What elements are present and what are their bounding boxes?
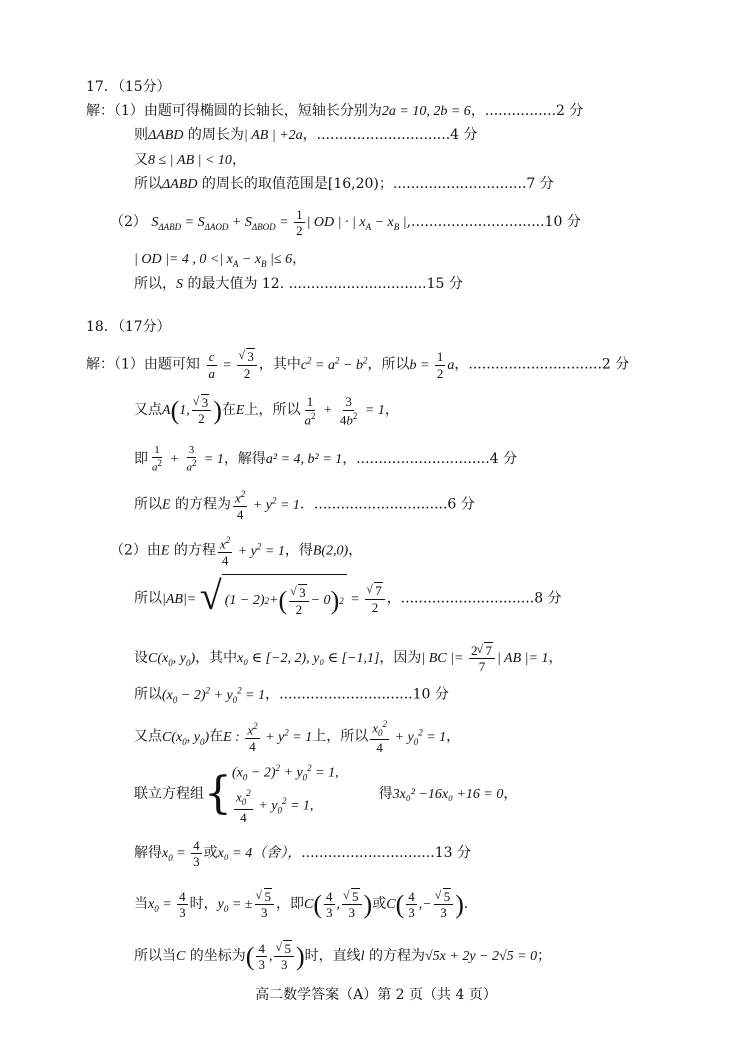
- q18-x0-root: $x_0$ = $\frac{4}{3}$: [162, 837, 200, 870]
- q18-l4-mid: 的方程为: [170, 496, 232, 513]
- q17-score-4: ，..............................4 分: [302, 127, 478, 143]
- q18-l2-mid2: 上，所以: [244, 402, 301, 418]
- page-footer: 高二数学答案（A）第 2 页（共 4 页）: [255, 987, 497, 1003]
- q18-l4-text: 所以: [134, 496, 162, 513]
- q18-bc-length: | BC |= $\frac{2√ 7}{7}$ | AB |= 1: [421, 651, 548, 666]
- q18-l9-mid2: 上，所以: [312, 728, 369, 745]
- q18-c-range: x₀ ∈ [−2, 2), y₀ ∈ [−1,1]: [237, 651, 380, 666]
- q18-line-8: [134, 686, 449, 704]
- q18-l5-end: ，得: [284, 542, 313, 559]
- q18-score-6: ．..............................6 分: [299, 496, 475, 513]
- q18-c-neg: C( $\frac{4}{3}$ ,− √ $\frac{5}{3}$ ): [386, 897, 464, 912]
- q18-l10-end: ，: [503, 786, 518, 802]
- q17-l4-tri: ΔABD: [162, 177, 198, 192]
- q18-score-10: ，..............................10 分: [265, 686, 449, 703]
- q18-x0-rejected: x₀ = 4（舍），: [217, 846, 302, 861]
- q17-ab-range: 8 ≤ | AB | < 10: [148, 153, 232, 168]
- q17-l7-mid: 的最大值为 12.: [183, 276, 285, 292]
- q17-line-1-label: 解：（1）由题可得椭圆的长轴长，短轴长分别为: [86, 103, 382, 119]
- q17-l4-mid: 的周长的取值范围是[16,20)；: [197, 176, 393, 192]
- q17-perimeter-expr: | AB | +2a: [243, 128, 303, 143]
- q18-l9-text: 又点: [134, 728, 162, 745]
- q17-l3-text: 又: [134, 152, 148, 168]
- q18-l7-end: ，: [548, 650, 563, 666]
- q17-line-5: [110, 206, 581, 243]
- q17-l2-mid: 的周长为: [183, 127, 244, 143]
- q18-point-a-eq: $\frac{1}{a^2}$ + $\frac{3}{4b^2}$ = 1: [304, 393, 385, 427]
- q18-simplified-eq: $\frac{1}{a^2}$ + $\frac{3}{a^2}$ = 1: [152, 443, 224, 475]
- q18-score-2: ，..............................2 分: [454, 356, 630, 373]
- q17-l3-end: ，: [231, 152, 246, 168]
- q18-line-7: [134, 640, 562, 681]
- q18-l13-c: C: [176, 949, 186, 964]
- q18-l2-end: ，: [384, 402, 399, 418]
- q17-line-1: [86, 104, 583, 119]
- q17-l6-end: ，: [292, 251, 307, 267]
- q17-part2-label: （2）: [110, 214, 147, 230]
- q17-l4-text: 所以: [134, 176, 162, 192]
- q17-area-formula: $S_{\Delta ABD} = S_{\Delta AOD} + S_{\Delta BOD}$ = $\frac{1}{2}$ | OD | · | $x_A - x_B$ |: [151, 206, 407, 239]
- q18-l7-text: 设: [134, 650, 148, 666]
- q18-l5-mid: 的方程: [169, 542, 216, 559]
- q18-l2-mid: 在: [221, 402, 236, 418]
- q18-header: 18．（17分）: [86, 319, 171, 335]
- q18-quadratic: 3x₀² −16x₀ +16 = 0: [392, 787, 504, 802]
- q18-l9-end: ，: [446, 728, 461, 745]
- q18-l3-mid: ，解得: [223, 451, 266, 467]
- q18-l11-or: 或: [203, 845, 218, 861]
- q18-point-c: $C(x_0$, $y_0$): [148, 651, 196, 668]
- q18-point-b: B(2,0): [312, 543, 349, 559]
- q18-ellipse-eq-2: $\frac{x^2}{4}$ + $y^2 = 1$: [219, 534, 285, 568]
- q18-l10-result-pre: 得: [378, 786, 393, 802]
- q17-score-7: ..............................7 分: [392, 176, 554, 192]
- q18-ab-values: a² = 4, b² = 1: [265, 452, 343, 467]
- q18-point-a: A(1, √ $\frac{3}{2}$ ): [162, 403, 222, 418]
- q18-l8-text: 所以: [134, 686, 162, 703]
- q18-c-relation: $c^2 = a^2 - b^2$: [300, 355, 368, 373]
- q18-ellipse-eq: $\frac{x^2}{4}$ + $y^2 = 1$: [235, 488, 300, 522]
- q18-l3-text: 即: [134, 451, 148, 467]
- q18-circle-eq: $(x_0 - 2)^2 + y_0^2 = 1$: [162, 685, 266, 705]
- q18-l4-e: E: [162, 497, 171, 513]
- q18-line-1: [86, 342, 629, 384]
- q18-eccentricity: $\frac{c}{a}$ = √ $\frac{3}{2}$: [204, 358, 258, 373]
- q18-line-9: [134, 716, 460, 757]
- q18-l12-end: ．: [463, 896, 478, 912]
- q18-e-eq-3: E : $\frac{x^2}{4}$ + $y^2 = 1$: [223, 720, 313, 754]
- q18-y0-value: $y_0$ = ± √ $\frac{5}{3}$: [218, 897, 276, 912]
- q18-l1-mid2: ，所以: [367, 356, 410, 373]
- q18-l13-mid2: 时，直线: [304, 948, 361, 964]
- q18-system: $(x_0 - 2)^2 + y_0^2 = 1$, $\frac{x_0^2}{4}$ + $y_0^2 = 1$,: [232, 762, 339, 825]
- q18-l10-text: 联立方程组: [134, 786, 204, 802]
- q18-x0-value: $x_0$ = $\frac{4}{3}$: [148, 888, 186, 921]
- q18-line-5: [110, 530, 362, 568]
- q17-score-2: ，................2 分: [470, 103, 584, 119]
- q18-l12-or: 或: [372, 896, 387, 912]
- q17-score-10: ,..............................10 分: [406, 214, 581, 230]
- q18-line-13: [134, 936, 551, 977]
- q17-axis-lengths: 2a = 10, 2b = 6: [381, 104, 471, 119]
- q18-l5-label: （2）由: [110, 542, 161, 559]
- q18-l7-mid2: ，因为: [379, 650, 422, 666]
- q18-line-2: [134, 390, 399, 431]
- q18-line-6: [134, 574, 562, 625]
- q18-line-11: [134, 836, 471, 875]
- q18-line-12: [134, 884, 478, 929]
- q18-l2-text: 又点: [134, 402, 162, 418]
- q18-l2-e: E: [235, 403, 245, 418]
- q17-l7-text: 所以，: [134, 276, 176, 292]
- q17-l7-var: S: [176, 277, 183, 292]
- q18-l13-l: l: [360, 949, 365, 964]
- q17-line-6: [134, 252, 306, 269]
- q17-line-3: [134, 153, 246, 168]
- q18-l5-end2: ，: [348, 542, 363, 559]
- q18-l9-mid: 在: [209, 728, 224, 745]
- q18-c-coords: ( $\frac{4}{3}$ , √ $\frac{5}{3}$ ): [246, 949, 305, 964]
- q18-l12-text: 当: [134, 896, 148, 912]
- q18-score-4: ，..............................4 分: [342, 451, 518, 467]
- q17-line-7: [134, 277, 463, 292]
- q18-l1-label: 解：（1）由题可知: [86, 356, 200, 373]
- q18-l12-mid2: ，即: [276, 896, 305, 912]
- q18-l7-mid: ，其中: [195, 650, 238, 666]
- q18-line-eq: √5x + 2y − 2√5 = 0: [424, 949, 538, 964]
- q18-c-on-e: $\frac{x_0^2}{4}$ + $y_0^2 = 1$: [372, 718, 447, 756]
- q18-ab-length: |AB|= √ (1 − 2) 2 + ( √ $\frac{3}{2}$ − 0 ) 2 = √ $\frac{7}{2}$: [162, 592, 387, 607]
- q18-line-4: [134, 484, 475, 522]
- q17-l2-tri: ΔABD: [148, 128, 184, 143]
- q18-l13-mid: 的坐标为: [185, 948, 246, 964]
- q17-line-2: [134, 128, 478, 143]
- q18-l5-e: E: [160, 543, 170, 559]
- q17-line-4: [134, 177, 554, 192]
- q18-line-10: [134, 762, 517, 827]
- q18-l6-text: 所以: [134, 590, 162, 607]
- q17-score-15: ...............................15 分: [284, 276, 463, 292]
- q18-l1-mid: ，其中: [258, 356, 301, 373]
- q17-header: 17．（15分）: [86, 79, 171, 95]
- q18-l11-text: 解得: [134, 845, 162, 861]
- q18-l13-end: ；: [537, 948, 552, 964]
- q18-l13-text: 所以当: [134, 948, 176, 964]
- q18-point-c-2: $C(x_0$, $y_0$): [162, 729, 210, 747]
- q18-score-13: ..............................13 分: [301, 845, 471, 861]
- q18-l13-mid3: 的方程为: [364, 948, 425, 964]
- q18-score-8: ，..............................8 分: [386, 590, 562, 607]
- q17-od-range: | OD |= 4 , 0 <| $x_A - x_B$ |≤ 6: [134, 252, 293, 269]
- q18-line-3: [134, 444, 517, 475]
- q18-b-half-a: b = $\frac{1}{2}$ a: [409, 349, 455, 381]
- q18-system-brace: {: [204, 768, 232, 819]
- q18-l12-mid: 时，: [189, 896, 218, 912]
- q17-l2-text: 则: [134, 127, 148, 143]
- q18-c-pos: C( $\frac{4}{3}$ , √ $\frac{5}{3}$ ): [304, 897, 372, 912]
